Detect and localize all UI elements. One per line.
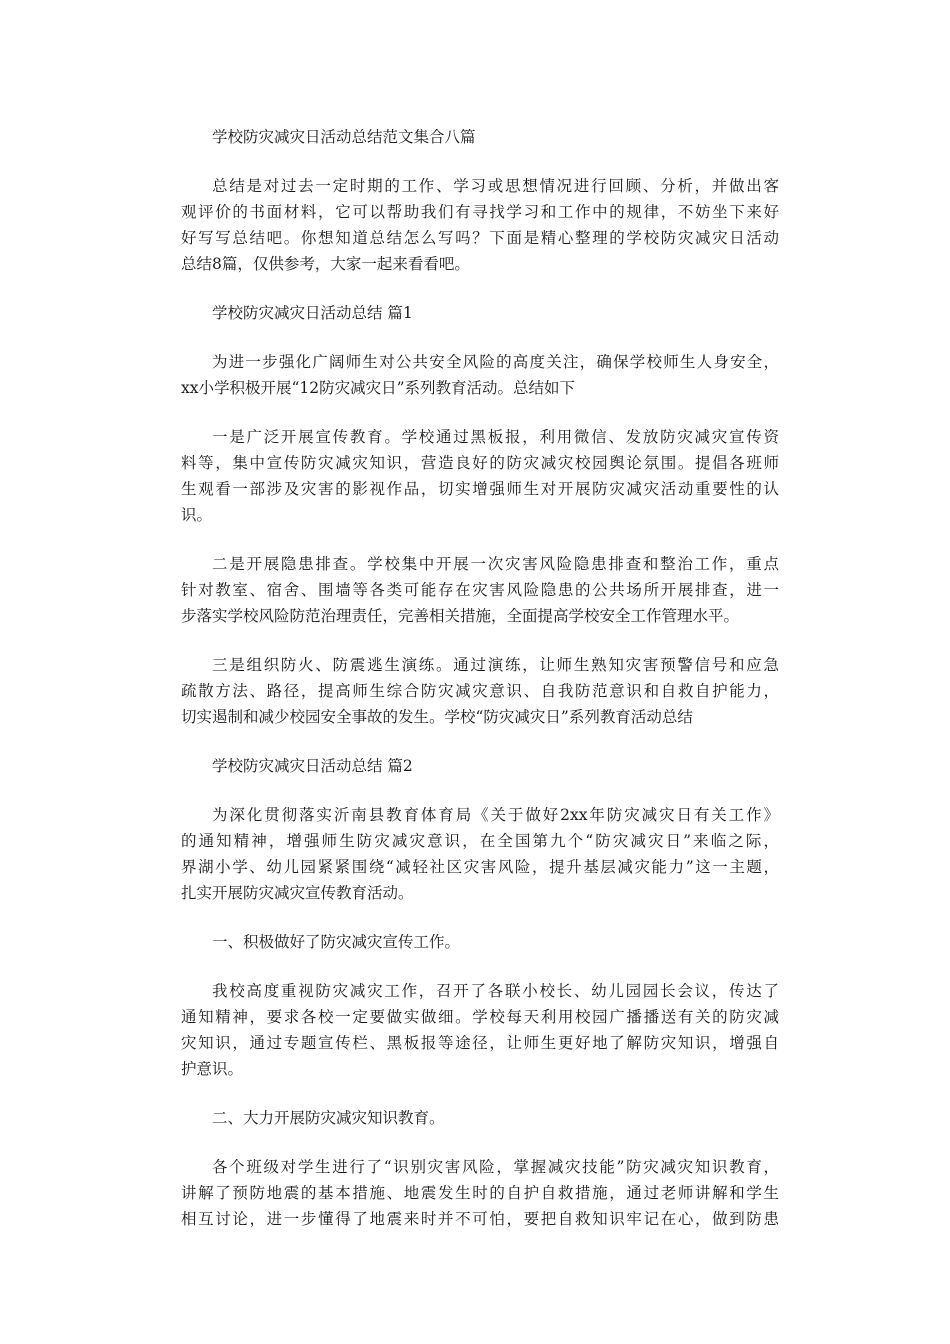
text-line: 料等，集中宣传防灾减灾知识，营造良好的防灾减灾校园舆论氛围。提倡各班师 bbox=[181, 454, 779, 472]
text-line: 学校防灾减灾日活动总结 篇2 bbox=[212, 757, 413, 775]
text-line: 为进一步强化广阔师生对公共安全风险的高度关注，确保学校师生人身安全， bbox=[212, 353, 779, 371]
section-heading bbox=[181, 300, 779, 326]
text-line: 扎实开展防灾减灾宣传教育活动。 bbox=[181, 884, 414, 902]
paragraph bbox=[181, 1154, 779, 1232]
paragraph bbox=[181, 802, 779, 906]
document-title bbox=[181, 124, 779, 150]
text-line: 一是广泛开展宣传教育。学校通过黑板报，利用微信、发放防灾减灾宣传资 bbox=[212, 428, 779, 446]
text-line: 好写写总结吧。你想知道总结怎么写吗？下面是精心整理的学校防灾减灾日活动 bbox=[181, 229, 779, 247]
section-heading bbox=[181, 1105, 779, 1131]
text-line: 为深化贯彻落实沂南县教育体育局《关于做好2xx年防灾减灾日有关工作》 bbox=[212, 806, 779, 824]
title-text: 学校防灾减灾日活动总结范文集合八篇 bbox=[212, 128, 476, 146]
text-line: 灾知识，通过专题宣传栏、黑板报等途径，让师生更好地了解防灾知识，增强自 bbox=[181, 1034, 779, 1052]
text-line: 二、大力开展防灾减灾知识教育。 bbox=[212, 1109, 445, 1127]
text-line: 总结8篇，仅供参考，大家一起来看看吧。 bbox=[181, 255, 470, 273]
paragraph bbox=[181, 173, 779, 277]
text-line: 三是组织防火、防震逃生演练。通过演练，让师生熟知灾害预警信号和应急 bbox=[212, 656, 779, 674]
paragraph bbox=[181, 978, 779, 1082]
section-heading bbox=[181, 929, 779, 955]
text-line: 界湖小学、幼儿园紧紧围绕“减轻社区灾害风险，提升基层减灾能力”这一主题， bbox=[181, 858, 779, 876]
paragraph bbox=[181, 424, 779, 528]
paragraph bbox=[181, 551, 779, 629]
text-line: 疏散方法、路径，提高师生综合防灾减灾意识、自我防范意识和自救自护能力， bbox=[181, 682, 779, 700]
text-line: 各个班级对学生进行了“识别灾害风险，掌握减灾技能”防灾减灾知识教育， bbox=[212, 1158, 779, 1176]
paragraph bbox=[181, 652, 779, 730]
text-line: 学校防灾减灾日活动总结 篇1 bbox=[212, 304, 413, 322]
text-line: 针对教室、宿舍、围墙等各类可能存在灾害风险隐患的公共场所开展排查，进一 bbox=[181, 581, 779, 599]
text-line: 的通知精神，增强师生防灾减灾意识，在全国第九个“防灾减灾日”来临之际， bbox=[181, 832, 779, 850]
text-line: 观评价的书面材料，它可以帮助我们有寻找学习和工作中的规律，不妨坐下来好 bbox=[181, 203, 779, 221]
section-heading bbox=[181, 753, 779, 779]
text-line: 切实遏制和减少校园安全事故的发生。学校“防灾减灾日”系列教育活动总结 bbox=[181, 708, 693, 726]
text-line: 护意识。 bbox=[181, 1060, 244, 1078]
text-line: 识。 bbox=[181, 506, 213, 524]
text-line: 生观看一部涉及灾害的影视作品，切实增强师生对开展防灾减灾活动重要性的认 bbox=[181, 480, 779, 498]
text-line: 步落实学校风险防范治理责任，完善相关措施，全面提高学校安全工作管理水平。 bbox=[181, 607, 740, 625]
text-line: 二是开展隐患排查。学校集中开展一次灾害风险隐患排查和整治工作，重点 bbox=[212, 555, 779, 573]
document-page bbox=[181, 124, 779, 1255]
text-line: 我校高度重视防灾减灾工作，召开了各联小校长、幼儿园园长会议，传达了 bbox=[212, 982, 779, 1000]
paragraph bbox=[181, 349, 779, 401]
text-line: xx小学积极开展“12防灾减灾日”系列教育活动。总结如下 bbox=[181, 379, 576, 397]
document-body bbox=[181, 173, 779, 1232]
text-line: 一、积极做好了防灾减灾宣传工作。 bbox=[212, 933, 461, 951]
text-line: 总结是对过去一定时期的工作、学习或思想情况进行回顾、分析，并做出客 bbox=[212, 177, 779, 195]
text-line: 通知精神，要求各校一定要做实做细。学校每天利用校园广播播送有关的防灾减 bbox=[181, 1008, 779, 1026]
text-line: 讲解了预防地震的基本措施、地震发生时的自护自救措施，通过老师讲解和学生 bbox=[181, 1184, 779, 1202]
text-line: 相互讨论，进一步懂得了地震来时并不可怕，要把自救知识牢记在心，做到防患 bbox=[181, 1210, 779, 1228]
